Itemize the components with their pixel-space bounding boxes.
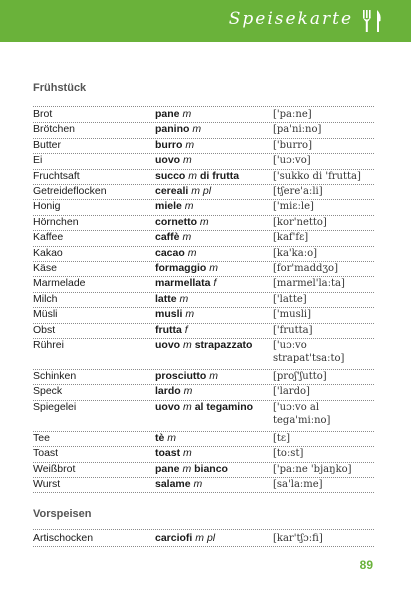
german-term: Toast [33,447,59,460]
german-term: Artischocken [33,532,94,544]
glossary-row [33,277,374,292]
german-term: Marmelade [33,277,86,290]
italian-term [155,262,273,275]
phonetic-transcription: [tɛ] [273,432,291,444]
italian-term [155,231,273,244]
gender-marker: m [185,308,195,321]
italian-term [155,123,273,136]
gender-marker: m [184,200,194,213]
phonetic-transcription: ['burro] [273,139,312,151]
italian-term [155,370,273,383]
header-bar [0,0,411,42]
gender-marker: m [182,231,192,244]
german-term: Speck [33,385,63,398]
italian-term [155,308,273,321]
section-heading: Vorspeisen [33,508,92,520]
phonetic-transcription: [kaf'fɛ] [273,232,309,244]
italian-word: toast [155,447,181,460]
italian-word-continuation: di frutta [199,169,240,182]
gender-marker: m pl [191,185,212,197]
phonetic-transcription: ['lardo] [273,386,310,398]
german-term: Hörnchen [33,215,79,228]
phonetic-transcription: [ka'kaːo] [273,247,317,259]
german-term: Milch [33,292,58,305]
italian-term [155,478,273,491]
italian-term [155,247,273,260]
phonetic-transcription: [kar'tʃɔːfi] [273,533,323,544]
italian-word: tè [155,431,165,444]
german-term: Brötchen [33,123,76,136]
gender-marker: m [167,431,177,444]
phonetic-transcription: ['latte] [273,293,307,305]
italian-term [155,385,273,398]
german-term: Tee [33,431,50,444]
german-term: Getreideflocken [33,185,107,197]
gender-marker: m [182,108,192,120]
divider [33,529,374,530]
italian-term [155,108,273,121]
german-term: Schinken [33,370,77,382]
glossary-row [33,185,374,200]
page-number: 89 [359,558,373,572]
glossary-row [33,478,374,493]
italian-word: uovo [155,400,181,413]
german-term: Rührei [33,339,64,351]
phonetic-transcription: [tʃere'aːli] [273,186,323,197]
italian-term [155,170,273,183]
glossary-row [33,308,374,323]
german-term: Brot [33,108,53,120]
gender-marker: m [182,462,192,475]
italian-word: marmellata [155,277,211,290]
german-term: Fruchtsaft [33,169,80,182]
glossary-row [33,339,374,370]
german-term: Müsli [33,308,58,321]
italian-word: uovo [155,339,181,351]
german-term: Kaffee [33,231,64,244]
phonetic-transcription: [sa'laːme] [273,479,323,490]
italian-word: carciofi [155,532,193,544]
italian-word: pane [155,462,180,475]
glossary-row [33,200,374,215]
german-term: Käse [33,262,57,274]
glossary-row [33,231,374,246]
italian-word: frutta [155,323,182,336]
gender-marker: m [199,215,209,228]
gender-marker: f [184,323,188,336]
italian-word: latte [155,292,177,305]
german-term: Weißbrot [33,462,76,475]
gender-marker: m [209,370,219,382]
italian-word: uovo [155,154,181,167]
italian-word-continuation: strapazzato [194,339,253,351]
italian-word: musli [155,308,183,321]
german-term: Spiegelei [33,400,77,413]
glossary-row [33,432,374,447]
italian-word: cacao [155,246,185,259]
italian-word: cornetto [155,215,197,228]
glossary-row [33,370,374,385]
glossary-row [33,139,374,154]
italian-term [155,401,273,414]
gender-marker: m [185,138,195,151]
italian-word: prosciutto [155,370,207,382]
german-term: Honig [33,200,61,213]
glossary-row [33,123,374,138]
italian-term [155,154,273,167]
phonetic-transcription: [kor'netto] [273,216,327,228]
phonetic-transcription: ['uɔːvo] [273,155,311,167]
glossary-row [33,262,374,277]
italian-word: miele [155,200,182,213]
row-divider [33,546,374,547]
glossary-row [33,293,374,308]
italian-term [155,463,273,476]
phonetic-transcription: ['sukko di 'frutta] [273,170,361,182]
italian-term [155,200,273,213]
gender-marker: m [192,123,202,136]
italian-word: pane [155,108,180,120]
italian-word: succo [155,169,186,182]
italian-word: lardo [155,385,181,398]
phonetic-transcription: [marmel'laːta] [273,278,345,290]
page-title: Speisekarte [228,9,353,29]
italian-word-continuation: bianco [194,462,228,475]
italian-term [155,532,273,545]
divider [33,106,374,107]
glossary-row [33,216,374,231]
phonetic-transcription: [toːst] [273,448,304,460]
italian-word: caffè [155,231,180,244]
italian-term [155,277,273,290]
fork-knife-icon [361,8,383,34]
italian-word: burro [155,138,183,151]
gender-marker: m [183,339,192,351]
italian-word: formaggio [155,262,207,274]
italian-word: cereali [155,185,189,197]
phonetic-transcription: ['frutta] [273,324,313,336]
gender-marker: m [188,169,198,182]
phonetic-transcription: [proʃ'ʃutto] [273,371,327,382]
italian-term [155,324,273,337]
gender-marker: m [183,447,192,460]
gender-marker: m [183,400,192,413]
italian-word: panino [155,123,190,136]
italian-term [155,432,273,445]
glossary-row [33,170,374,185]
section-heading: Frühstück [33,82,87,94]
gender-marker: f [213,277,217,290]
glossary-row [33,401,374,432]
gender-marker: m [209,262,219,274]
glossary-row [33,447,374,462]
italian-term [155,216,273,229]
german-term: Obst [33,323,56,336]
glossary-row [33,532,374,547]
glossary-row [33,385,374,400]
phonetic-transcription: ['musli] [273,309,312,321]
gender-marker: m [187,246,197,259]
gender-marker: m [193,478,203,490]
italian-term [155,293,273,306]
phonetic-transcription: ['uɔːvo strapat'tsaːto] [273,340,345,364]
german-term: Kakao [33,246,63,259]
glossary-row [33,463,374,478]
phonetic-transcription: [for'maddʒo] [273,263,338,274]
gender-marker: m pl [195,532,216,544]
german-term: Butter [33,138,62,151]
row-divider [33,492,374,493]
gender-marker: m [179,292,189,305]
gender-marker: m [183,385,193,398]
phonetic-transcription: ['paːne 'bjaŋko] [273,463,352,475]
italian-word-continuation: al tegamino [194,400,254,413]
phonetic-transcription: ['miɛːle] [273,201,314,213]
italian-term [155,185,273,198]
glossary-row [33,108,374,123]
italian-term [155,339,273,352]
phonetic-transcription: [pa'niːno] [273,124,322,136]
glossary-row [33,247,374,262]
italian-term [155,447,273,460]
gender-marker: m [183,154,192,167]
italian-term [155,139,273,152]
phonetic-transcription: ['paːne] [273,109,312,120]
glossary-row [33,154,374,169]
glossary-row [33,324,374,339]
italian-word: salame [155,478,191,490]
phonetic-transcription: ['uɔːvo al tega'miːno] [273,401,331,426]
german-term: Ei [33,154,43,167]
german-term: Wurst [33,478,61,490]
